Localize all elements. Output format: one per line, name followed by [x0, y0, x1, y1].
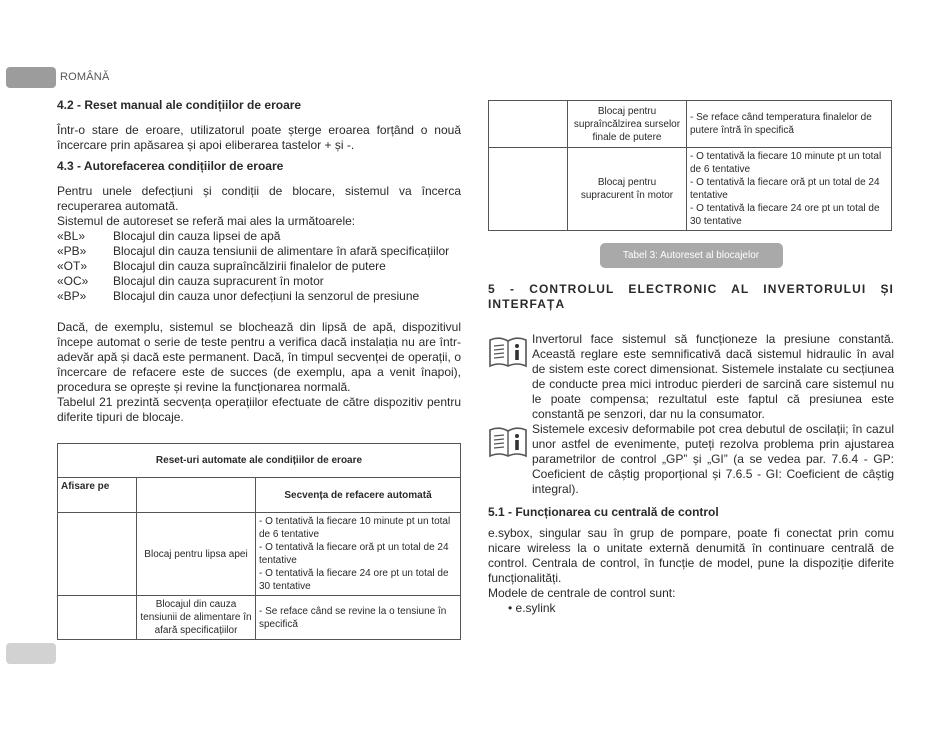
language-label: ROMÂNĂ	[60, 71, 110, 83]
table-header-empty	[137, 478, 256, 513]
table-cell-desc: Blocaj pentru lipsa apei	[137, 513, 256, 596]
error-desc: Blocajul din cauza lipsei de apă	[113, 229, 281, 243]
right-column	[488, 100, 894, 616]
table-cell-code	[58, 513, 137, 596]
table-header-sequence: Secvența de refacere automată	[256, 478, 461, 513]
error-desc: Blocajul din cauza supraîncălzirii finalelor de putere	[113, 259, 386, 273]
list-item	[57, 289, 461, 304]
paragraph-4-2: Într-o stare de eroare, utilizatorul poate șterge eroarea forțând o nouă încercare prin apăsarea și apoi eliberarea tastelor + și -.	[57, 123, 461, 152]
table-caption: Tabel 3: Autoreset al blocajelor	[600, 243, 783, 268]
heading-5: 5 - CONTROLUL ELECTRONIC AL INVERTORULUI ȘI INTERFAȚA	[488, 282, 894, 311]
heading-5-1: 5.1 - Funcționarea cu centrală de control	[488, 505, 719, 519]
list-item	[57, 274, 461, 289]
list-item	[57, 244, 461, 259]
autoreset-table-continued	[488, 100, 892, 231]
bullet-item: • e.sylink	[508, 601, 556, 615]
error-code: «OC»	[57, 274, 89, 288]
autoreset-table	[57, 443, 461, 640]
paragraph-4-3-c: Dacă, de exemplu, sistemul se blochează din lipsă de apă, dispozitivul începe automat o serie de teste pentru a verifica dacă instalația nu are într-adevăr apă și dacă este permanent. Dacă, în timpul secvenței de operații, o încercare de refacere este de succes (de exemplu, apa a venit înapoi), procedura se oprește și revine la funcționarea normală.	[57, 320, 461, 394]
table-row	[489, 148, 892, 231]
error-code: «BP»	[57, 289, 87, 303]
left-column	[57, 98, 461, 640]
error-code: «OT»	[57, 259, 88, 273]
table-cell-code	[58, 596, 137, 640]
error-desc: Blocajul din cauza supracurent în motor	[113, 274, 324, 288]
table-cell-seq: - O tentativă la fiecare 10 minute pt un total de 6 tentative - O tentativă la fiecare oră pt un total de 24 tentative - O tentativă la fiecare 24 ore pt un total de 30 tentative	[687, 148, 892, 231]
table-title: Reset-uri automate ale condițiilor de eroare	[58, 444, 461, 478]
info-text-1: Invertorul face sistemul să funcționeze la presiune constantă. Această reglare este semnificativă dacă sistemul hidraulic în aval de sistem este corect dimensionat. Sistemele instalate cu secțiunea de conducte prea mici introduc pierderi de sarcină care sistemul nu le poate compensa; rezultatul este faptul că presiunea este constantă pe senzori, dar nu la consumator.	[532, 332, 894, 421]
error-code-list	[57, 229, 461, 304]
manual-info-icon	[488, 332, 532, 422]
table-cell-code	[489, 101, 568, 148]
table-cell-seq: - Se reface când se revine la o tensiune în specifică	[256, 596, 461, 640]
paragraph-5-1-a: e.sybox, singular sau în grup de pompare, poate fi conectat prin comu nicare wireless la o unitate externă denumită în continuare centrală de control. Centrala de control, în funcție de model, pune la dispoziție diferite funcționalități.	[488, 526, 894, 585]
table-cell-desc: Blocaj pentru supracurent în motor	[568, 148, 687, 231]
error-code: «BL»	[57, 229, 86, 243]
list-item	[57, 229, 461, 244]
table-header-display: Afisare pe	[58, 478, 137, 513]
info-block-1	[488, 332, 894, 422]
paragraph-4-3-d: Tabelul 21 prezintă secvența operațiilor efectuate de către dispozitiv pentru diferite tipuri de blocaje.	[57, 395, 461, 424]
table-row	[58, 513, 461, 596]
table-cell-code	[489, 148, 568, 231]
table-cell-desc: Blocaj pentru supraîncălzirea surselor finale de putere	[568, 101, 687, 148]
paragraph-4-3-a: Pentru unele defecțiuni și condiții de blocare, sistemul va încerca recuperarea automată.	[57, 184, 461, 213]
paragraph-5-1-b: Modele de centrale de control sunt:	[488, 586, 676, 600]
heading-4-2: 4.2 - Reset manual ale condițiilor de eroare	[57, 98, 302, 112]
list-item	[57, 259, 461, 274]
page-tab-top	[6, 67, 56, 88]
table-cell-seq: - Se reface când temperatura finalelor de putere întră în specifică	[687, 101, 892, 148]
page-tab-bottom	[6, 643, 56, 664]
table-row	[489, 101, 892, 148]
error-desc: Blocajul din cauza unor defecțiuni la senzorul de presiune	[113, 289, 420, 303]
error-code: «PB»	[57, 244, 87, 258]
heading-4-3: 4.3 - Autorefacerea condițiilor de eroare	[57, 159, 284, 173]
paragraph-4-3-b: Sistemul de autoreset se referă mai ales la următoarele:	[57, 214, 356, 228]
info-block-2	[488, 422, 894, 497]
manual-info-icon	[488, 422, 532, 497]
table-row	[58, 596, 461, 640]
table-cell-seq: - O tentativă la fiecare 10 minute pt un total de 6 tentative - O tentativă la fiecare oră pt un total de 24 tentative - O tentativă la fiecare 24 ore pt un total de 30 tentative	[256, 513, 461, 596]
error-desc: Blocajul din cauza tensiunii de alimentare în afară specificațiilor	[113, 244, 450, 258]
table-cell-desc: Blocajul din cauza tensiunii de alimentare în afară specificațiilor	[137, 596, 256, 640]
info-text-2: Sistemele excesiv deformabile pot crea debutul de oscilații; în cazul unor astfel de evenimente, puteți rezolva problema prin ajustarea parametrilor de control „GP” și „GI” (a se vedea par. 7.6.4 - GP: Coeficient de câștig proporțional și 7.6.5 - GI: Coeficient de câștig integral).	[532, 422, 894, 496]
